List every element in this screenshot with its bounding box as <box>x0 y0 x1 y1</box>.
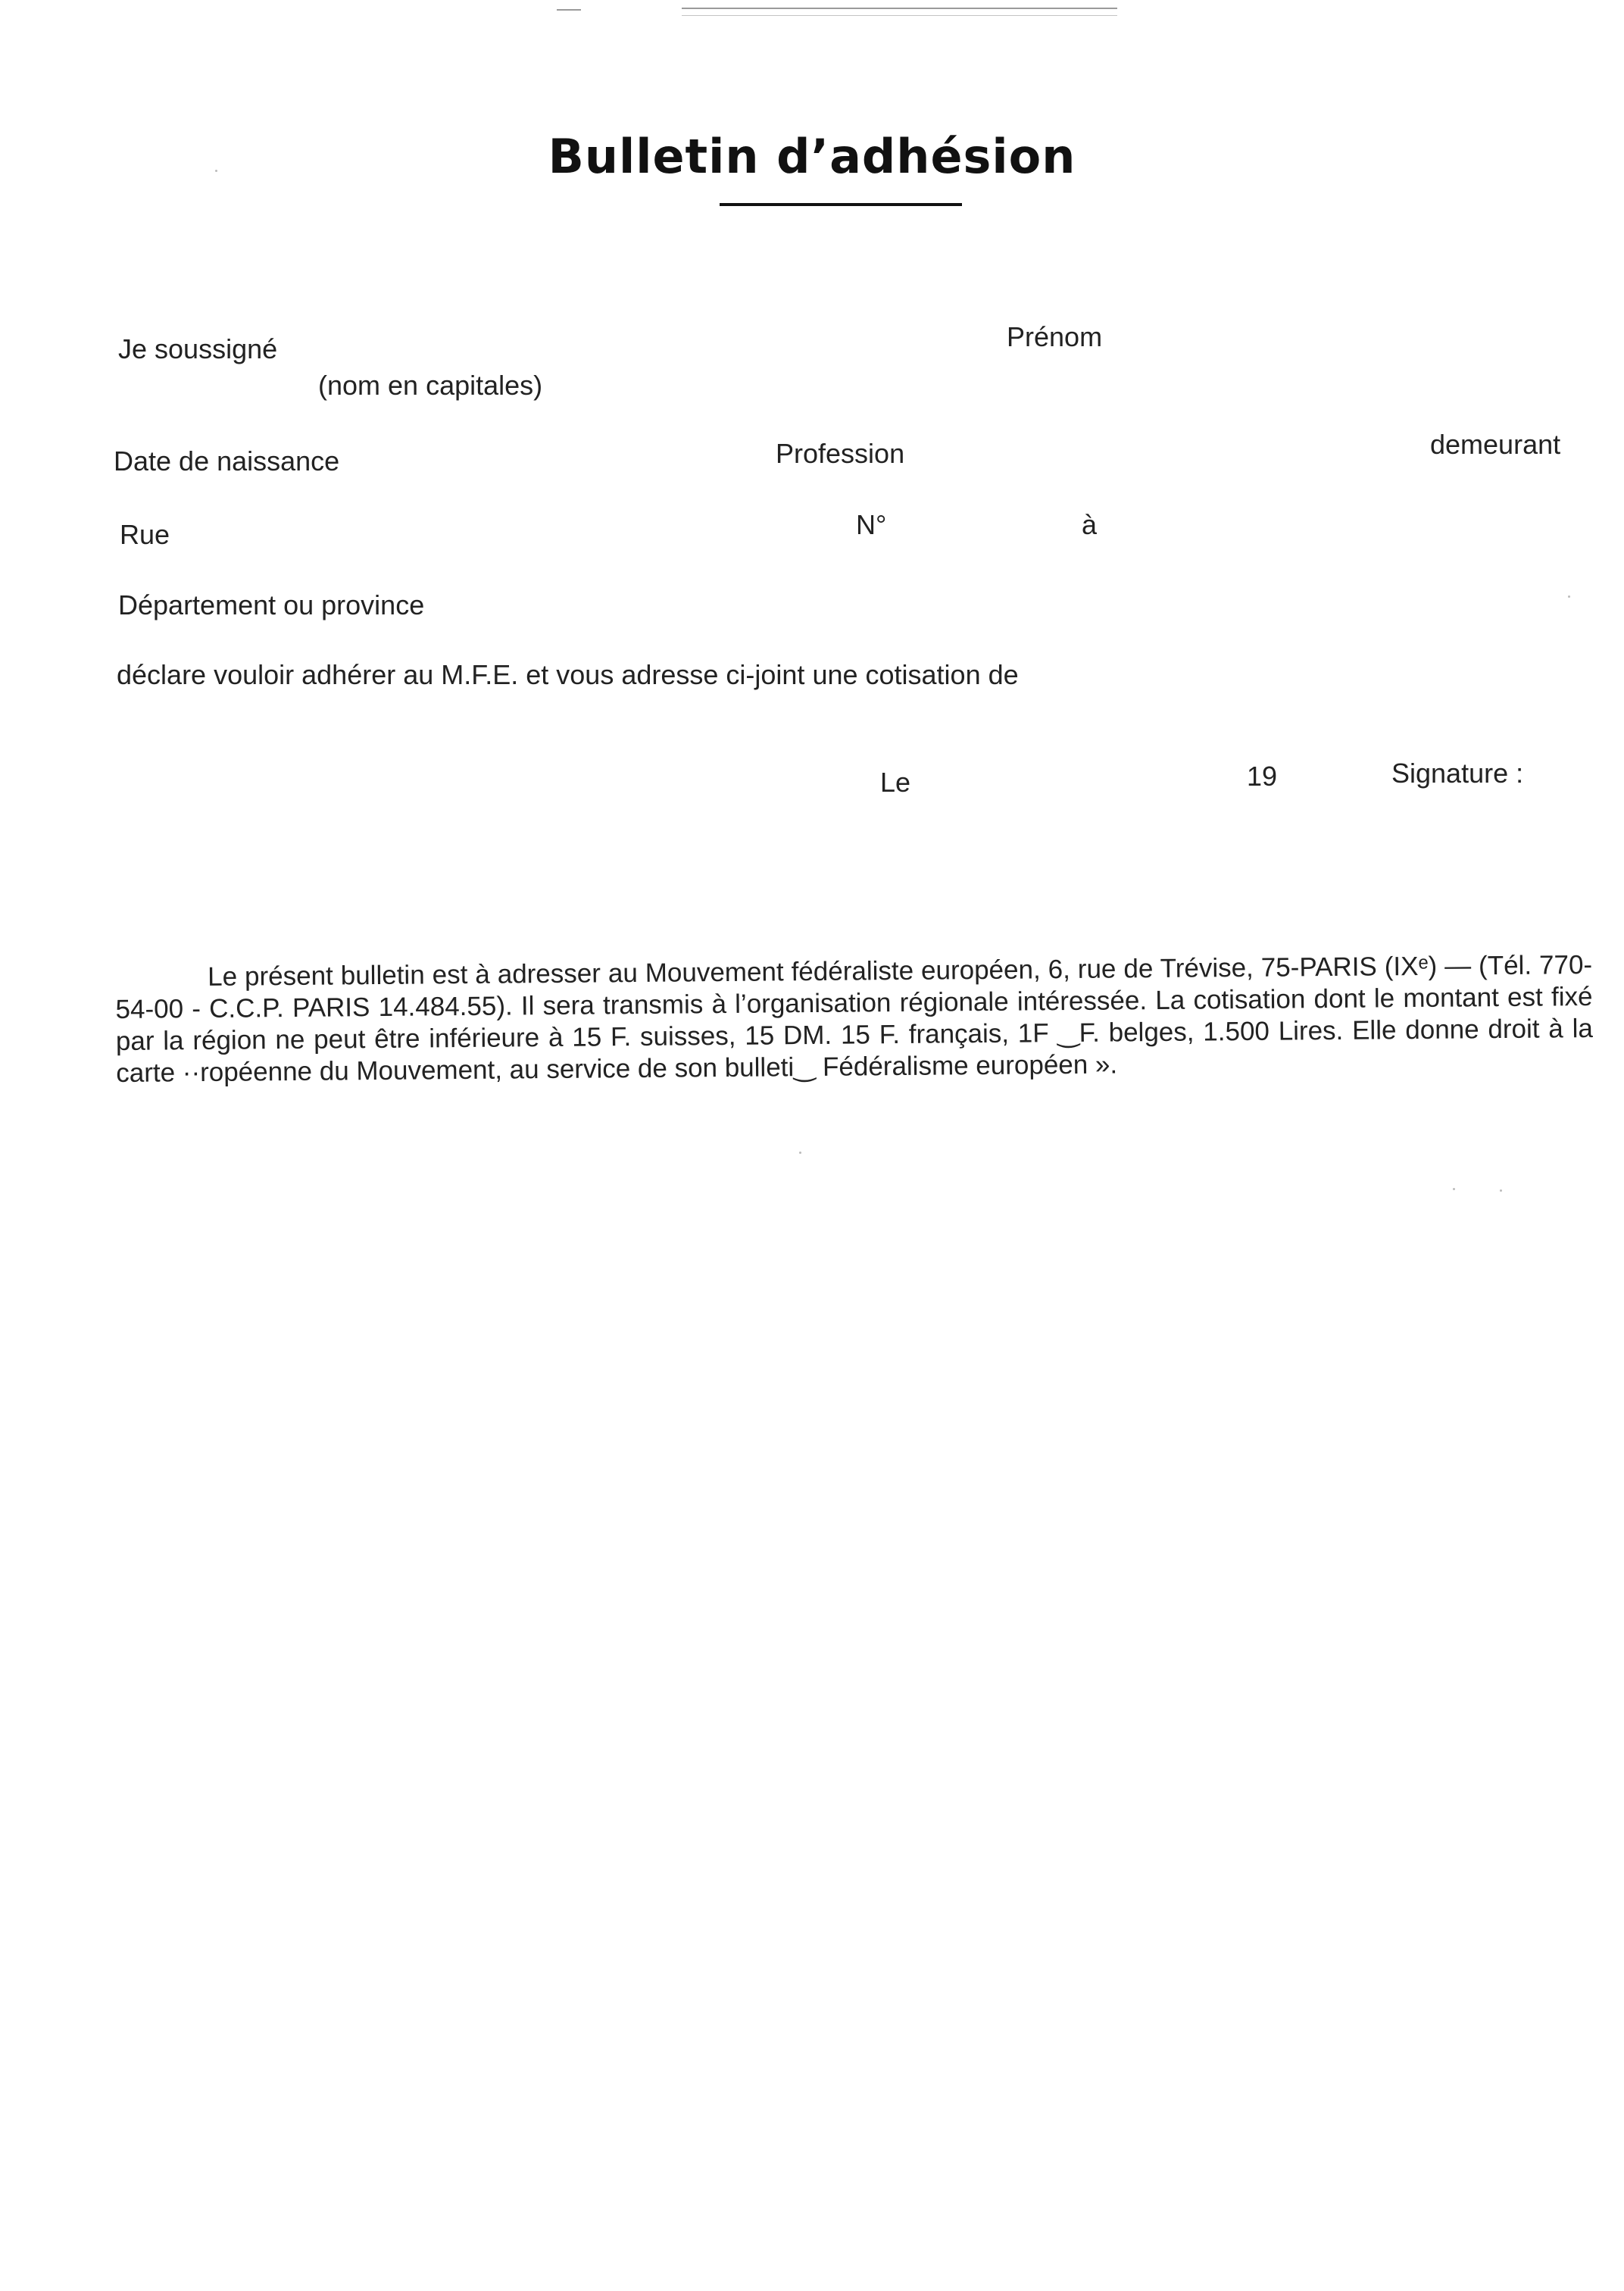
scan-artifact-line <box>682 8 1117 9</box>
year-label: 19 <box>1247 761 1278 792</box>
naissance-label: Date de naissance <box>114 445 340 477</box>
date-le-label: Le <box>880 767 911 798</box>
rue-label: Rue <box>120 519 170 550</box>
scan-artifact-line <box>682 15 1117 16</box>
prenom-label: Prénom <box>1007 321 1103 352</box>
numero-label: N° <box>856 509 887 540</box>
scan-speck <box>1568 595 1570 598</box>
signature-label: Signature : <box>1391 758 1524 789</box>
scan-artifact-line <box>557 9 581 11</box>
demeurant-label: demeurant <box>1430 429 1561 460</box>
title-underline <box>720 203 962 206</box>
scan-speck <box>1453 1188 1455 1190</box>
a-label: à <box>1082 509 1098 540</box>
nom-hint: (nom en capitales) <box>318 370 543 401</box>
soussigne-label: Je soussigné <box>118 333 278 364</box>
notice-paragraph: Le présent bulletin est à adresser au Mouvement fédéraliste européen, 6, rue de Trévise, 75-PARIS (IXᵉ) — (Tél. 770-54-00 - C.C.P. PARIS 14.484.55). Il sera transmis à l’organisation régionale intéressée. La cotisation dont le montant est fixé par la région ne peut être inférieure à 15 F. suisses, 15 DM. 15 F. français, 1F ‿F. belges, 1.500 Lires. Elle donne droit à la carte ··ropéenne du Mouvement, au service de son bulleti‿ Fédéralisme européen ». <box>115 949 1594 1088</box>
profession-label: Profession <box>776 438 905 469</box>
scan-speck <box>215 170 217 172</box>
scan-speck <box>1500 1189 1502 1192</box>
departement-label: Département ou province <box>118 589 425 620</box>
document-title: Bulletin d’adhésion <box>548 129 1076 184</box>
declaration-text: déclare vouloir adhérer au M.F.E. et vous adresse ci-joint une cotisation de <box>117 659 1019 690</box>
scan-speck <box>799 1152 801 1154</box>
